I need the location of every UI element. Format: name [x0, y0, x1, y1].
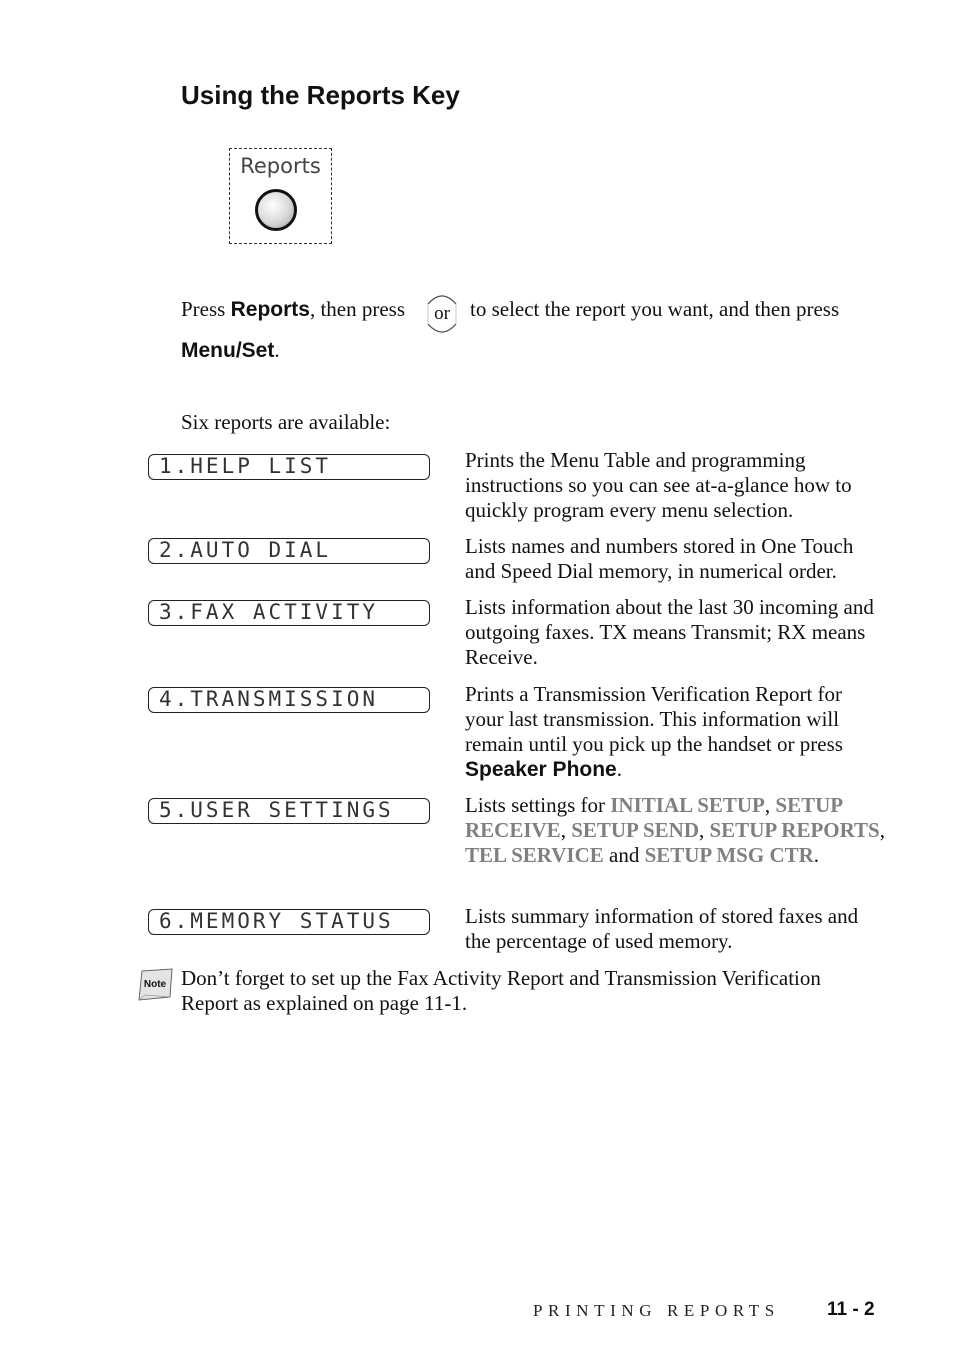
period: .	[813, 843, 820, 867]
reports-key-illustration	[229, 148, 332, 244]
note-icon	[136, 967, 176, 1003]
desc-auto-dial: Lists names and numbers stored in One Touch and Speed Dial memory, in numerical order.	[465, 534, 854, 583]
setting-setup-receive: SETUP RECEIVE	[465, 793, 842, 842]
comma: ,	[560, 818, 572, 842]
reports-key-button-icon	[255, 189, 297, 231]
speaker-phone-key: Speaker Phone	[465, 758, 617, 781]
setting-setup-msg-ctr: SETUP MSG CTR	[644, 843, 814, 867]
instruction-menu-set-key: Menu/Set	[181, 339, 275, 362]
lcd-fax-activity: 3.FAX ACTIVITY	[148, 600, 430, 626]
up-down-arrow-icon	[424, 290, 460, 338]
desc-help-list: Prints the Menu Table and programming instructions so you can see at-a-glance how to quickly program every menu selection.	[465, 448, 852, 522]
lcd-auto-dial: 2.AUTO DIAL	[148, 538, 430, 564]
comma: ,	[764, 793, 776, 817]
desc-memory-status: Lists summary information of stored faxes and the percentage of used memory.	[465, 904, 859, 953]
desc-transmission	[465, 682, 885, 782]
setting-tel-service: TEL SERVICE	[465, 843, 604, 867]
lcd-transmission: 4.TRANSMISSION	[148, 687, 430, 713]
setting-initial-setup: INITIAL SETUP	[610, 793, 765, 817]
instruction-text-2: , then press	[309, 297, 406, 321]
note-text: Don’t forget to set up the Fax Activity Report and Transmission Verification Report as explained on page 11-1.	[181, 966, 821, 1015]
instruction-line-2	[181, 338, 280, 363]
page-heading: Using the Reports Key	[181, 80, 460, 110]
instruction-text-4: .	[274, 338, 280, 362]
desc-user-settings-text: Lists settings for	[465, 793, 611, 817]
desc-transmission-end: .	[616, 757, 622, 781]
desc-fax-activity: Lists information about the last 30 incoming and outgoing faxes. TX means Transmit; RX means Receive.	[465, 595, 874, 669]
instruction-reports-key: Reports	[230, 298, 310, 321]
lcd-help-list: 1.HELP LIST	[148, 454, 430, 480]
lcd-user-settings: 5.USER SETTINGS	[148, 798, 430, 824]
or-label: or	[434, 303, 450, 324]
comma: ,	[699, 818, 710, 842]
footer-page-number: 11 - 2	[827, 1299, 875, 1320]
conjunction: and	[603, 843, 645, 867]
reports-key-label: Reports	[240, 154, 321, 178]
instruction-line-1b: to select the report you want, and then press	[470, 297, 840, 321]
setting-setup-send: SETUP SEND	[571, 818, 699, 842]
setting-setup-reports: SETUP REPORTS	[709, 818, 880, 842]
comma: ,	[879, 818, 885, 842]
footer-chapter-title: PRINTING REPORTS	[533, 1301, 780, 1320]
desc-transmission-text: Prints a Transmission Verification Report for your last transmission. This information will remain until you pick up the handset or press	[465, 682, 843, 756]
reports-intro: Six reports are available:	[181, 410, 391, 434]
lcd-memory-status: 6.MEMORY STATUS	[148, 909, 430, 935]
desc-user-settings	[465, 793, 885, 868]
note-icon-label: Note	[143, 979, 167, 990]
instruction-text-1: Press	[181, 297, 231, 321]
